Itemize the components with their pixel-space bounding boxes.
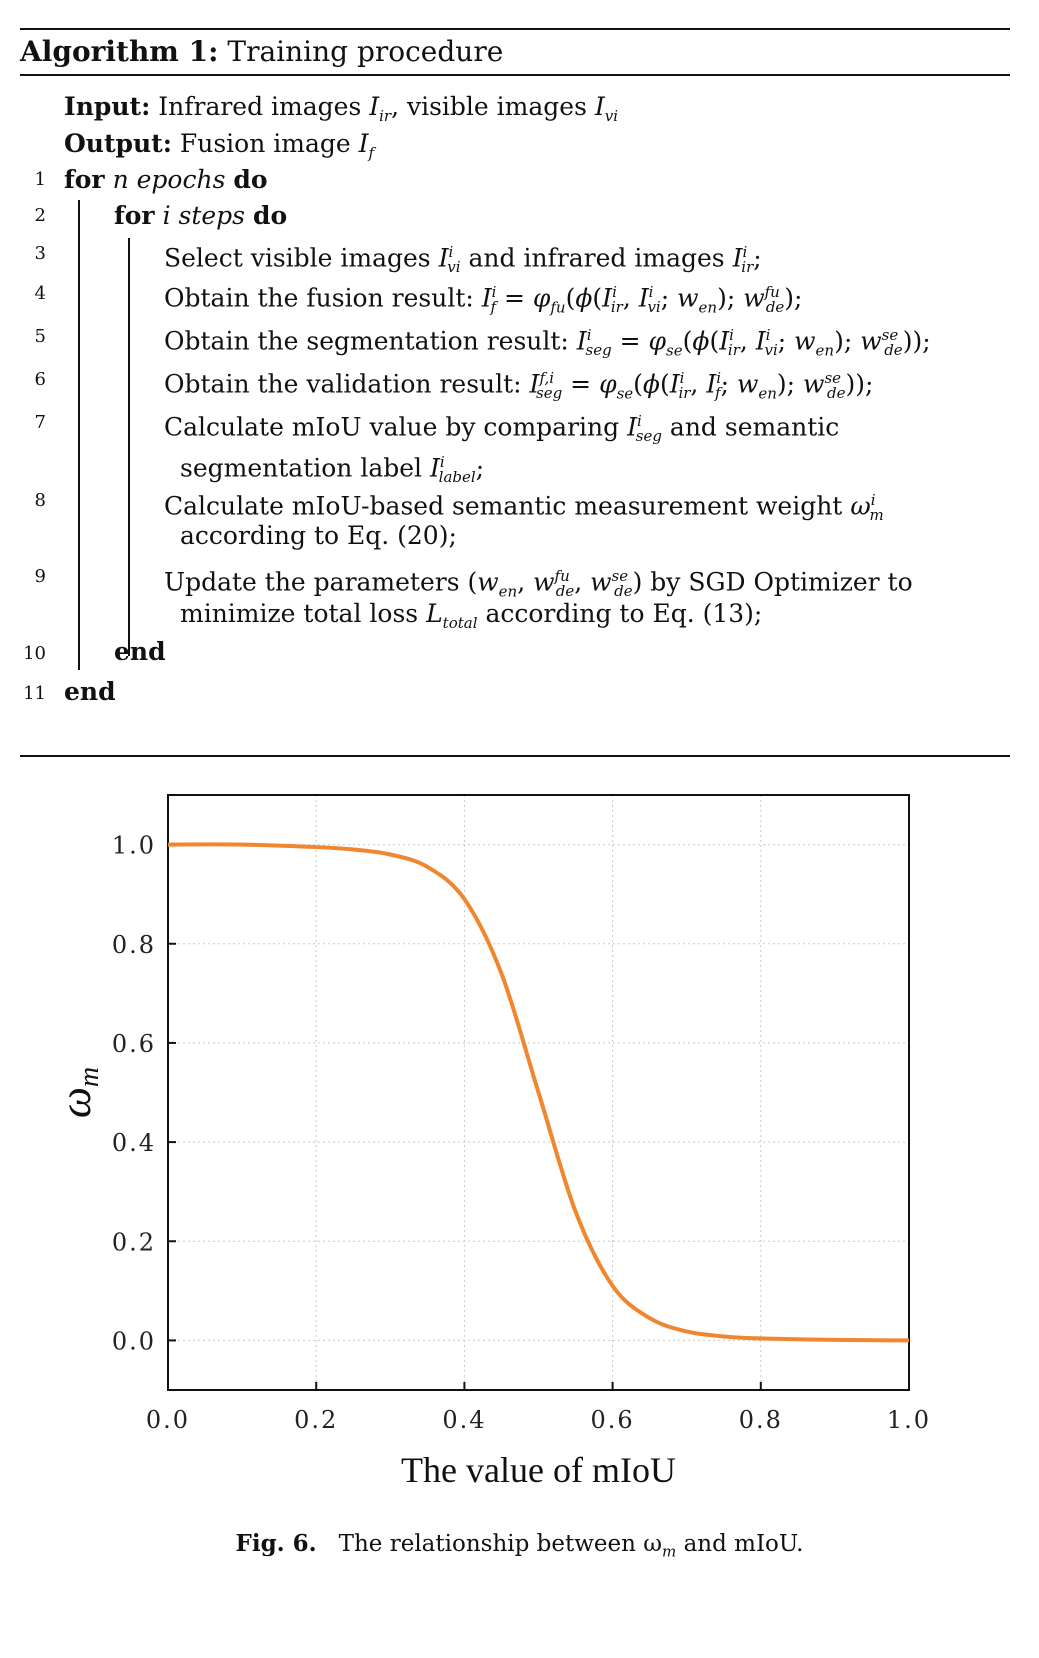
y-tick-label: 0.0 [111, 1327, 156, 1356]
output-label: Output: [64, 129, 172, 158]
output-text: Fusion image $I_f$ [179, 129, 375, 162]
algorithm-header [20, 32, 503, 72]
alg-line-3: Select visible images $I^i_{vi}$ and infrared images $I^i_{ir}$; [164, 243, 762, 277]
caption-label: Fig. 6. [235, 1530, 317, 1557]
figure-caption [0, 1530, 1039, 1561]
x-tick-label: 0.6 [590, 1406, 635, 1434]
alg-line-7: Calculate mIoU value by comparing $I^i_{seg}$ and semantic [164, 412, 840, 446]
input-line [64, 91, 618, 132]
alg-line-7-cont: segmentation label $I^i_{label}$; [180, 453, 485, 487]
chart-svg [0, 770, 1039, 1530]
algorithm-number: Algorithm 1: [20, 35, 219, 68]
caption-text: The relationship between $\omega_m$ and mIoU. [338, 1531, 804, 1561]
x-tick-label: 0.4 [442, 1406, 487, 1434]
line-number: 4 [34, 283, 46, 304]
line-number: 7 [34, 412, 46, 433]
x-tick-label: 1.0 [886, 1406, 932, 1434]
loop-bar-outer [78, 200, 80, 670]
loop-bar-inner [128, 238, 130, 656]
algorithm-title: Training procedure [227, 35, 504, 68]
line-number: 2 [34, 205, 46, 226]
alg-line-1: for n epochs do [64, 165, 268, 194]
alg-line-11: end [64, 677, 116, 706]
line-number: 10 [23, 643, 46, 664]
alg-line-8-cont: according to Eq. (20); [180, 521, 457, 550]
output-line [64, 128, 374, 169]
chart-figure [0, 770, 1039, 1640]
line-number: 8 [34, 490, 46, 511]
y-tick-label: 0.2 [111, 1228, 156, 1257]
y-tick-label: 0.8 [111, 930, 156, 959]
y-tick-label: 0.4 [111, 1129, 156, 1158]
x-tick-label: 0.8 [738, 1406, 783, 1434]
y-axis-label: ωm [51, 1066, 105, 1119]
x-tick-label: 0.2 [294, 1406, 339, 1434]
alg-line-9-cont: minimize total loss $L_{total}$ according to Eq. (13); [180, 599, 763, 632]
alg-line-4: Obtain the fusion result: $I^i_f = \varphi_{fu}(\phi(I^i_{ir}$, $I^i_{vi}$; $w_{en}$); $w^{fu}_{de}$); [164, 283, 803, 317]
x-tick-label: 0.0 [145, 1406, 191, 1434]
series-line [168, 844, 909, 1340]
y-tick-label: 1.0 [111, 831, 156, 860]
bottom-rule [20, 755, 1010, 757]
line-number: 11 [23, 683, 46, 704]
x-axis-label: The value of mIoU [401, 1450, 676, 1490]
y-tick-label: 0.6 [111, 1029, 156, 1058]
line-number: 3 [34, 243, 46, 264]
alg-line-10: end [114, 637, 166, 666]
mid-rule [20, 74, 1010, 76]
top-rule [20, 28, 1010, 30]
alg-line-5: Obtain the segmentation result: $I^i_{seg} = \varphi_{se}(\phi(I^i_{ir}$, $I^i_{vi}$; $w_{en}$); $w^{se}_{de}$)); [164, 326, 931, 360]
line-number: 5 [34, 326, 46, 347]
line-number: 6 [34, 369, 46, 390]
input-label: Input: [64, 92, 151, 121]
line-number: 9 [34, 566, 46, 587]
alg-line-2: for i steps do [114, 201, 288, 230]
alg-line-9: Update the parameters ($w_{en}$, $w^{fu}_{de}$, $w^{se}_{de}$) by SGD Optimizer to [164, 567, 913, 601]
alg-line-8: Calculate mIoU-based semantic measurement weight $\omega^i_m$ [164, 491, 884, 525]
line-number: 1 [34, 169, 46, 190]
input-text: Infrared images $I_{ir}$, visible images $I_{vi}$ [158, 92, 619, 125]
alg-line-6: Obtain the validation result: $I^{f,i}_{seg} = \varphi_{se}(\phi(I^i_{ir}$, $I^i_f$; $w_{en}$); $w^{se}_{de}$)); [164, 369, 874, 403]
